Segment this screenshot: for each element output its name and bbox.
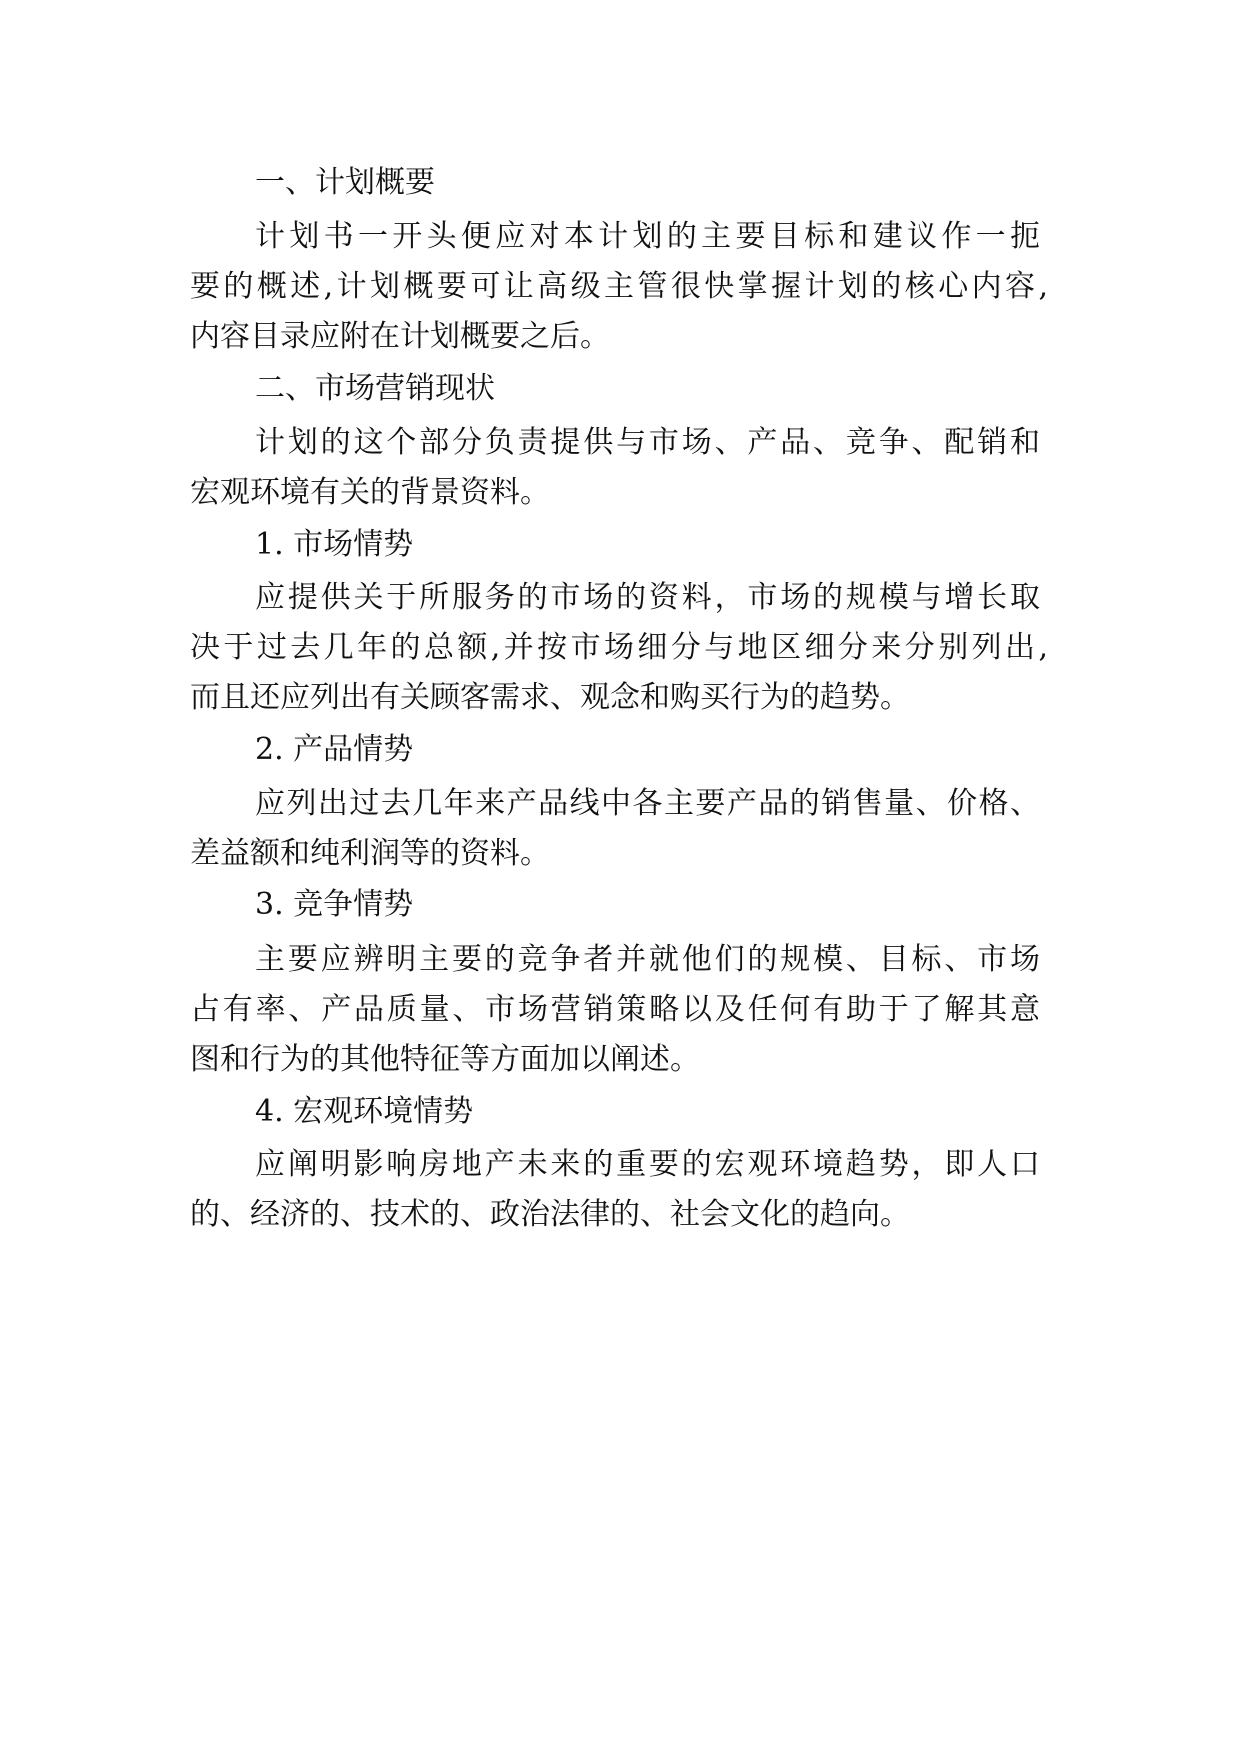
paragraph-line: 差益额和纯利润等的资料。: [190, 836, 550, 871]
paragraph-line: 占有率、产品质量、市场营销策略以及任何有助于了解其意: [190, 992, 1040, 1027]
paragraph-line: 计划书一开头便应对本计划的主要目标和建议作一扼: [255, 219, 1040, 254]
paragraph-line: 而且还应列出有关顾客需求、观念和购买行为的趋势。: [190, 680, 910, 715]
paragraph-line: 决于过去几年的总额,并按市场细分与地区细分来分别列出,: [190, 630, 1048, 665]
paragraph-line: 要的概述,计划概要可让高级主管很快掌握计划的核心内容,: [190, 269, 1048, 304]
paragraph-line: 图和行为的其他特征等方面加以阐述。: [190, 1042, 700, 1077]
section-heading-plan-summary: 一、计划概要: [255, 165, 435, 200]
subsection-heading-product: 2. 产品情势: [255, 732, 414, 767]
paragraph-line: 计划的这个部分负责提供与市场、产品、竞争、配销和: [255, 425, 1040, 460]
subsection-heading-macro-environment: 4. 宏观环境情势: [255, 1094, 474, 1129]
subsection-heading-market: 1. 市场情势: [255, 527, 414, 562]
paragraph-line: 应提供关于所服务的市场的资料，市场的规模与增长取: [255, 580, 1040, 615]
paragraph-line: 应阐明影响房地产未来的重要的宏观环境趋势，即人口: [255, 1147, 1040, 1182]
paragraph-line: 应列出过去几年来产品线中各主要产品的销售量、价格、: [255, 786, 1040, 821]
paragraph-line: 的、经济的、技术的、政治法律的、社会文化的趋向。: [190, 1197, 910, 1232]
paragraph-line: 主要应辨明主要的竞争者并就他们的规模、目标、市场: [255, 942, 1040, 977]
paragraph-line: 宏观环境有关的背景资料。: [190, 475, 550, 510]
section-heading-marketing-status: 二、市场营销现状: [255, 371, 495, 406]
paragraph-line: 内容目录应附在计划概要之后。: [190, 319, 610, 354]
subsection-heading-competition: 3. 竞争情势: [255, 887, 414, 922]
